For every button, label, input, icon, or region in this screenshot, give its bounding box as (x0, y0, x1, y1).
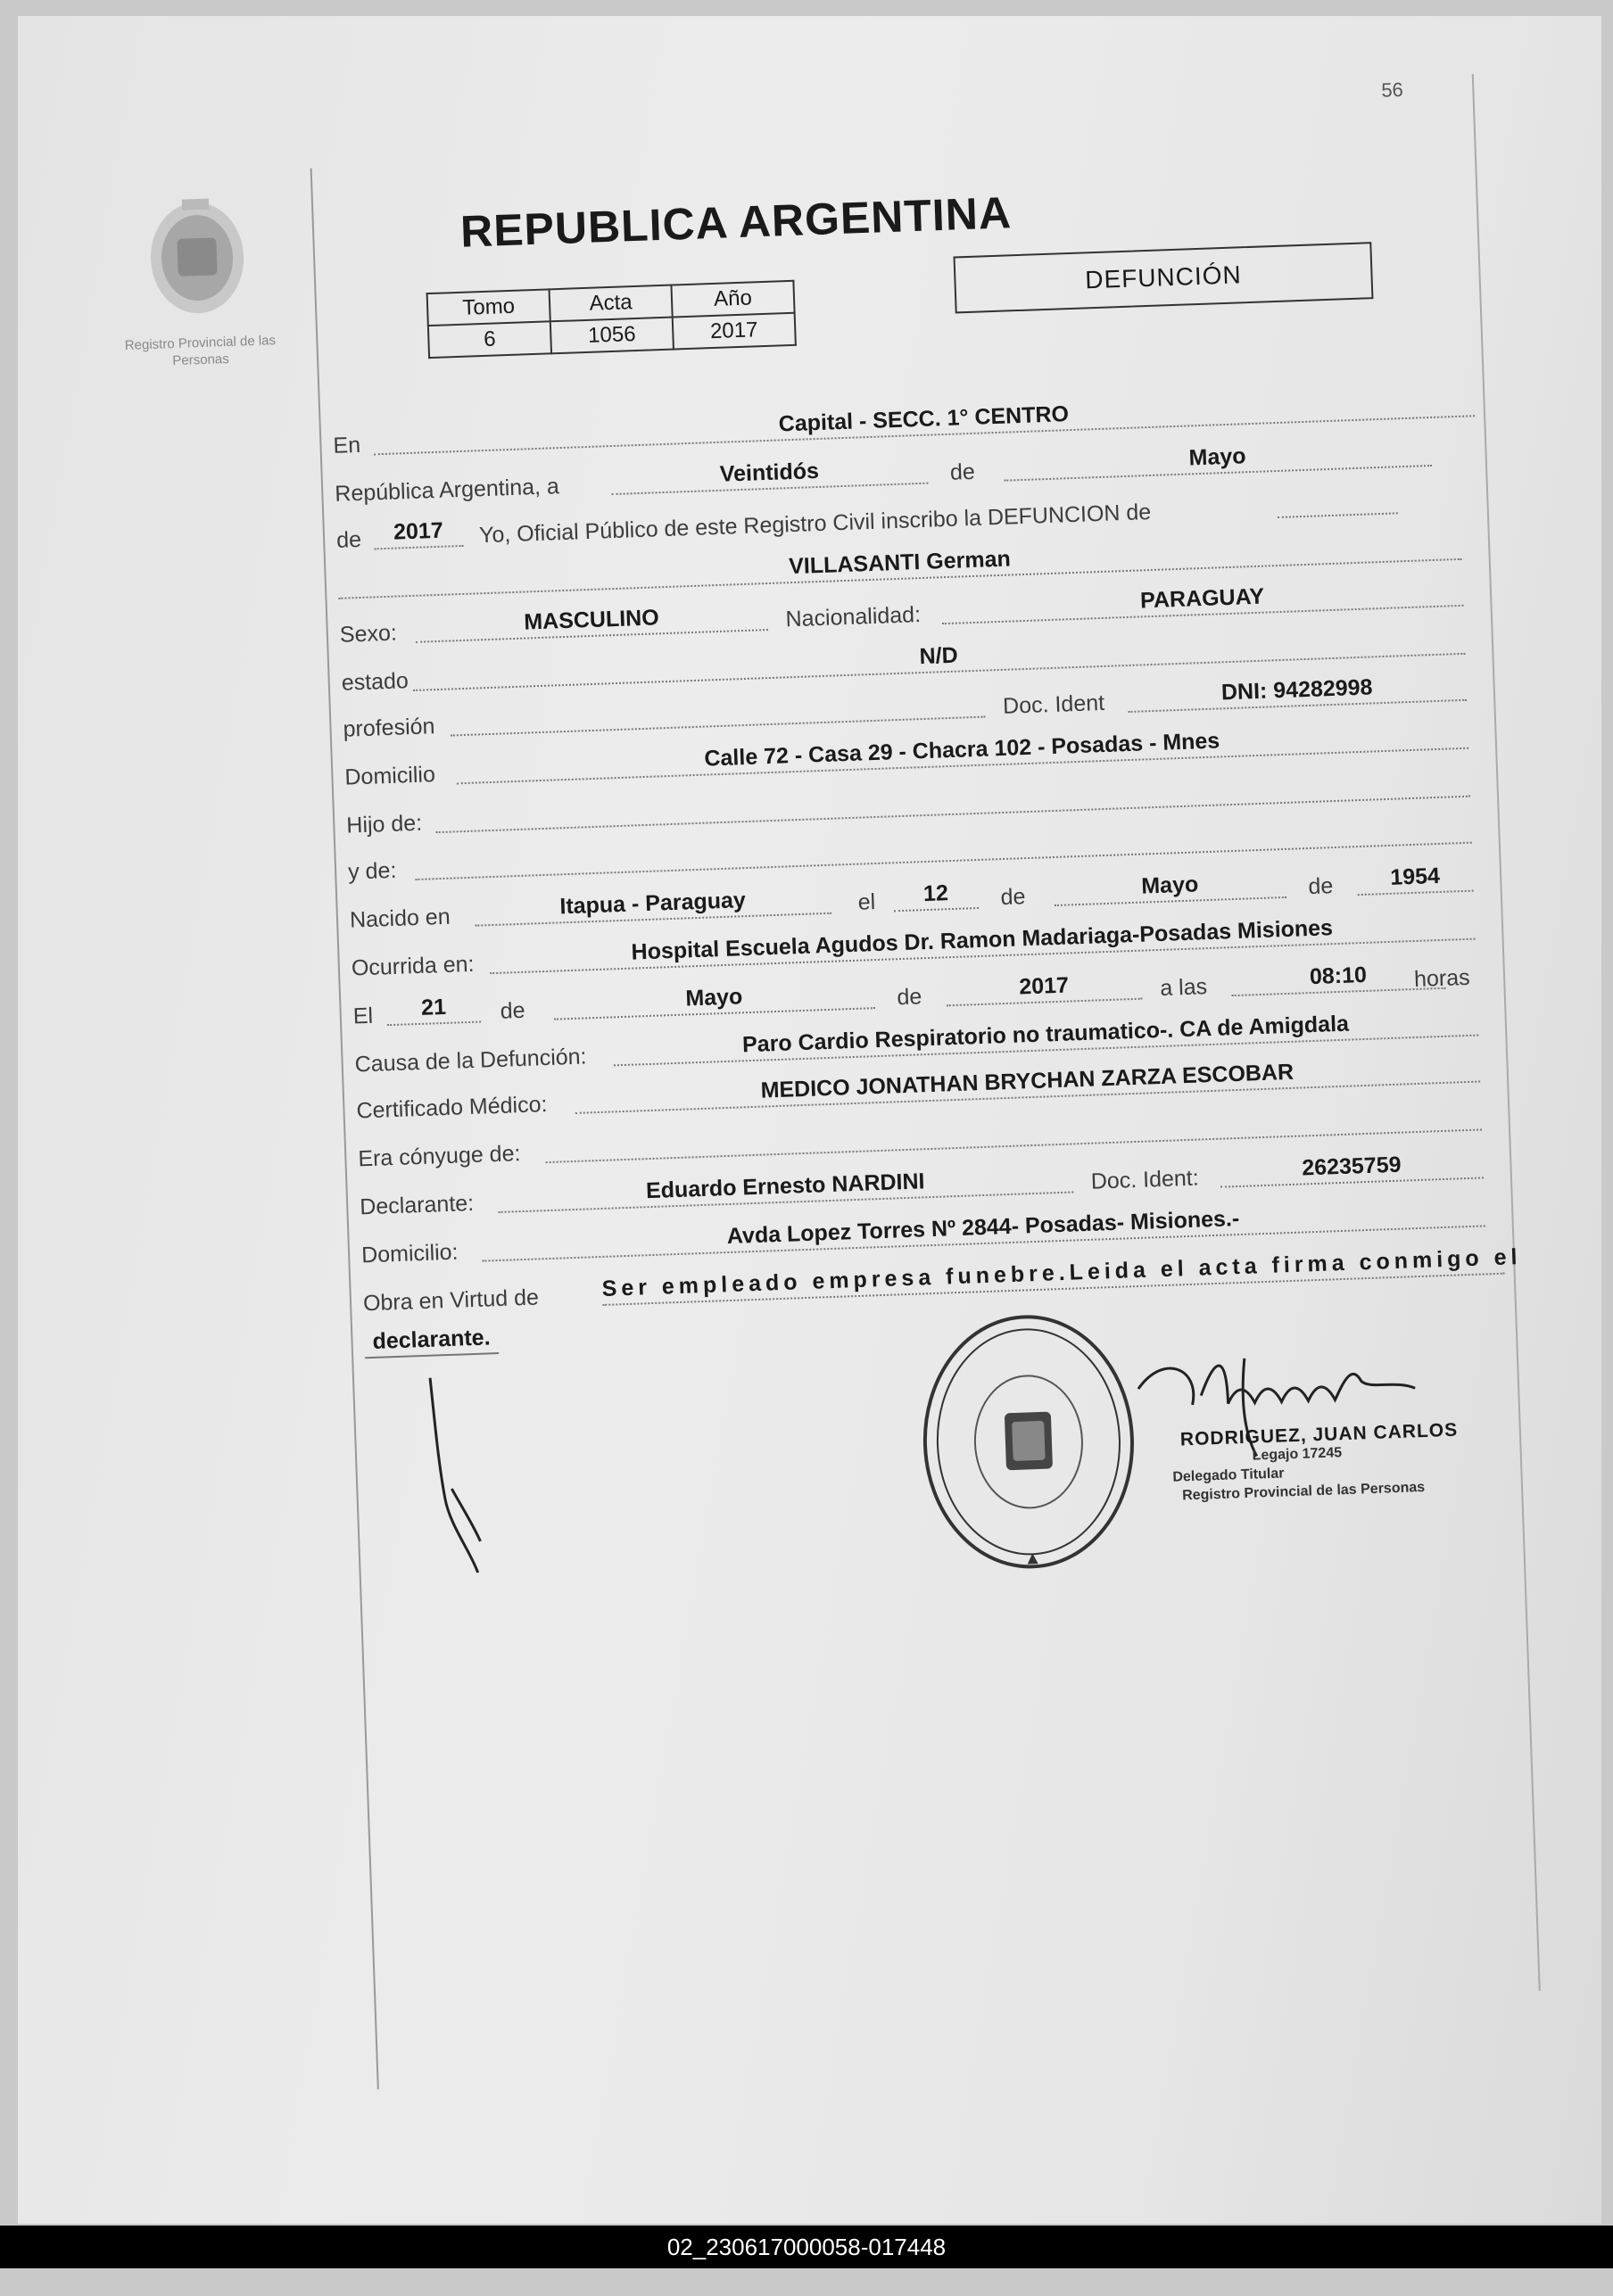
act-reference-table (426, 280, 797, 359)
registry-seal (915, 1309, 1143, 1574)
en-label: En (333, 432, 361, 458)
nacionalidad-label: Nacionalidad: (785, 602, 922, 632)
nac-anio-field: 1954 (1356, 858, 1473, 896)
hijo-label: Hijo de: (345, 810, 423, 838)
year-field: 2017 (373, 513, 463, 549)
obra-label: Obra en Virtud de (362, 1284, 540, 1317)
estado-label: estado (341, 668, 409, 696)
def-hora-field: 08:10 (1230, 955, 1445, 996)
doc-ident-label: Doc. Ident: (1090, 1165, 1200, 1194)
el-label: el (857, 889, 876, 915)
official-legajo: Legajo 17245 (1252, 1445, 1343, 1464)
de-label: de (1000, 884, 1026, 911)
document-id-footer: 02_230617000058-017448 (0, 2226, 1613, 2268)
de-label: de (335, 526, 362, 553)
declarante-field: Eduardo Ernesto NARDINI (497, 1159, 1073, 1212)
day-text-field: Veintidós (610, 450, 928, 495)
official-cargo: Delegado Titular (1172, 1466, 1285, 1485)
act-type-box: DEFUNCIÓN (954, 242, 1374, 313)
def-anio-field: 2017 (946, 966, 1143, 1007)
def-mes-field: Mayo (553, 975, 875, 1020)
tomo-header: Tomo (427, 289, 550, 326)
signature-stroke (421, 1371, 500, 1579)
ocurrida-label: Ocurrida en: (351, 951, 475, 981)
official-name: RODRIGUEZ, JUAN CARLOS (1179, 1419, 1459, 1450)
yde-label: y de: (347, 857, 397, 885)
domicilio-declarante-field: Avda Lopez Torres Nº 2844- Posadas- Misiones.- (481, 1193, 1485, 1261)
doc-ident-field: 26235759 (1220, 1144, 1484, 1187)
horas-label: horas (1413, 964, 1471, 992)
page-number: 56 (1380, 78, 1404, 102)
de-label: de (949, 458, 976, 485)
domicilio-label: Domicilio (343, 762, 436, 790)
coat-of-arms-seal (141, 185, 252, 322)
nacionalidad-field: PARAGUAY (941, 573, 1464, 624)
month-field: Mayo (1003, 433, 1432, 482)
deceased-name-field: VILLASANTI German (337, 526, 1462, 599)
obra-field: Ser empleado empresa funebre.Leida el acta firma conmigo el (601, 1241, 1505, 1306)
de-label: de (1307, 873, 1334, 900)
document-title: REPUBLICA ARGENTINA (459, 187, 1013, 257)
anio-value: 2017 (673, 313, 796, 350)
sexo-field: MASCULINO (415, 597, 768, 643)
doc-label: Doc. Ident (1002, 690, 1105, 719)
de-label: de (896, 984, 922, 1011)
declarante-label: Declarante: (359, 1190, 475, 1220)
republica-label: República Argentina, a (334, 474, 560, 507)
registry-sentence: Yo, Oficial Público de este Registro Civil inscribo la DEFUNCION de (478, 499, 1152, 549)
official-registro: Registro Provincial de las Personas (1181, 1479, 1426, 1504)
anio-header: Año (671, 281, 794, 318)
domicilio-field: Calle 72 - Casa 29 - Chacra 102 - Posadas - Mnes (456, 715, 1469, 785)
nac-dia-field: 12 (893, 875, 979, 912)
de-label: de (500, 997, 526, 1024)
domicilio-label: Domicilio: (360, 1239, 459, 1268)
nacido-lugar-field: Itapua - Paraguay (474, 880, 831, 927)
causa-field: Paro Cardio Respiratorio no traumatico-. CA de Amigdala (613, 1003, 1479, 1067)
blank-field (1277, 480, 1398, 518)
nac-mes-field: Mayo (1054, 864, 1286, 906)
nacido-label: Nacido en (349, 904, 451, 933)
conyuge-label: Era cónyuge de: (357, 1141, 521, 1172)
ocurrida-field: Hospital Escuela Agudos Dr. Ramon Madariaga-Posadas Misiones (489, 906, 1476, 975)
def-dia-field: 21 (386, 989, 481, 1027)
tomo-value: 6 (428, 321, 551, 358)
acta-value: 1056 (550, 318, 674, 354)
doc-field: DNI: 94282998 (1127, 667, 1467, 713)
obra-end-field: declarante. (364, 1320, 499, 1359)
causa-label: Causa de la Defunción: (354, 1044, 587, 1078)
certificado-label: Certificado Médico: (356, 1092, 548, 1124)
official-signature-block (1172, 1418, 1540, 1506)
place-field: Capital - SECC. 1° CENTRO (373, 383, 1476, 455)
el-label: El (352, 1003, 374, 1029)
sexo-label: Sexo: (339, 620, 398, 648)
certificado-field: MEDICO JONATHAN BRYCHAN ZARZA ESCOBAR (574, 1049, 1480, 1114)
acta-header: Acta (550, 285, 673, 322)
profesion-label: profesión (343, 714, 435, 742)
estado-field: N/D (412, 621, 1466, 691)
a-las-label: a las (1159, 974, 1208, 1001)
registry-caption: Registro Provincial de las Personas (124, 333, 277, 369)
